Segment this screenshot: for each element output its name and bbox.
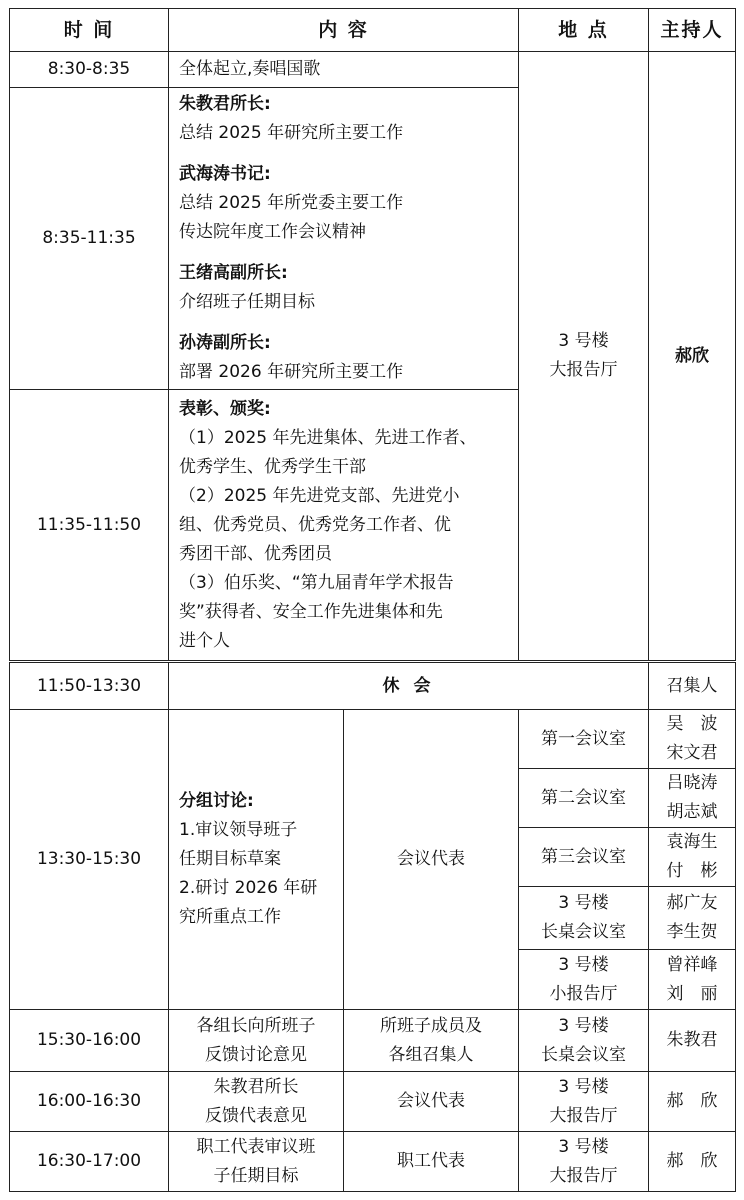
header-row <box>10 9 736 52</box>
attendees-cell: 会议代表 <box>344 1072 519 1132</box>
time-cell: 15:30-16:00 <box>10 1010 169 1072</box>
host-name: 吴 波 <box>666 714 718 734</box>
place-line: 大报告厅 <box>549 360 618 380</box>
content-cell <box>169 710 344 1010</box>
host-name: 宋文君 <box>666 743 718 763</box>
content-line: 反馈讨论意见 <box>205 1044 307 1065</box>
table-row <box>10 1010 736 1072</box>
table-row <box>10 710 736 769</box>
table-row <box>10 1072 736 1132</box>
content-line: 职工代表审议班 <box>196 1136 316 1157</box>
room-cell <box>519 887 649 950</box>
room-cell <box>519 950 649 1010</box>
host-name: 郝广友 <box>666 893 718 913</box>
host-name: 刘 丽 <box>666 983 718 1004</box>
speaker-line: 总结 2025 年研究所主要工作 <box>179 123 404 143</box>
host-name: 曾祥峰 <box>666 954 718 975</box>
time-cell: 8:30-8:35 <box>10 52 169 88</box>
header-time: 时 间 <box>10 9 169 52</box>
host-name: 付 彬 <box>666 861 718 881</box>
table-row <box>10 52 736 88</box>
place-line: 3 号楼 <box>558 1015 609 1036</box>
content-cell: 全体起立,奏唱国歌 <box>169 52 519 88</box>
attendees-cell <box>344 1010 519 1072</box>
time-cell: 8:35-11:35 <box>10 88 169 390</box>
speaker-title: 朱教君所长: <box>179 94 271 114</box>
room-line: 小报告厅 <box>549 983 618 1004</box>
discussion-line: 1.审议领导班子 <box>179 820 298 840</box>
place-line: 大报告厅 <box>549 1105 618 1126</box>
group-host-cell <box>649 887 736 950</box>
time-cell: 16:00-16:30 <box>10 1072 169 1132</box>
host-name: 李生贺 <box>666 922 718 942</box>
group-host-cell <box>649 769 736 828</box>
room-cell: 第二会议室 <box>519 769 649 828</box>
host-cell: 召集人 <box>649 662 736 710</box>
place-cell <box>519 1010 649 1072</box>
time-cell: 13:30-15:30 <box>10 710 169 1010</box>
host-cell: 郝 欣 <box>649 1132 736 1192</box>
host-cell: 郝 欣 <box>649 1072 736 1132</box>
morning-place-cell <box>519 52 649 662</box>
host-name: 吕晓涛 <box>666 773 718 793</box>
speaker-title: 武海涛书记: <box>179 164 271 184</box>
award-line: （1）2025 年先进集体、先进工作者、 <box>179 427 477 448</box>
header-place: 地 点 <box>519 9 649 52</box>
room-cell: 第三会议室 <box>519 828 649 887</box>
award-title: 表彰、颁奖: <box>179 398 271 419</box>
room-cell: 第一会议室 <box>519 710 649 769</box>
attendee-line: 所班子成员及 <box>380 1015 482 1036</box>
place-line: 3 号楼 <box>558 1136 609 1157</box>
award-line: 组、优秀党员、优秀党务工作者、优 <box>179 514 451 535</box>
award-line: 奖”获得者、安全工作先进集体和先 <box>179 601 443 622</box>
content-line: 朱教君所长 <box>213 1076 299 1097</box>
attendees-cell: 职工代表 <box>344 1132 519 1192</box>
place-cell <box>519 1132 649 1192</box>
attendees-cell: 会议代表 <box>344 710 519 1010</box>
place-line: 3 号楼 <box>558 1076 609 1097</box>
award-line: 优秀学生、优秀学生干部 <box>179 456 366 477</box>
speaker-line: 介绍班子任期目标 <box>179 292 315 312</box>
morning-host-cell: 郝欣 <box>649 52 736 662</box>
content-cell <box>169 88 519 390</box>
room-line: 3 号楼 <box>558 893 609 913</box>
table-row <box>10 662 736 710</box>
room-line: 3 号楼 <box>558 954 609 975</box>
place-line: 长桌会议室 <box>541 1044 626 1065</box>
host-name: 胡志斌 <box>666 802 718 822</box>
award-line: 秀团干部、优秀团员 <box>179 543 332 564</box>
content-line: 反馈代表意见 <box>205 1105 307 1126</box>
discussion-title: 分组讨论: <box>179 791 254 811</box>
content-cell <box>169 1132 344 1192</box>
recess-cell: 休 会 <box>169 662 649 710</box>
speaker-title: 孙涛副所长: <box>179 333 271 353</box>
award-line: （2）2025 年先进党支部、先进党小 <box>179 485 460 506</box>
content-cell <box>169 1072 344 1132</box>
award-line: （3）伯乐奖、“第九届青年学术报告 <box>179 572 454 593</box>
host-name: 袁海生 <box>666 832 718 852</box>
discussion-line: 究所重点工作 <box>179 907 281 927</box>
agenda-table <box>9 8 736 1192</box>
speaker-line: 总结 2025 年所党委主要工作 <box>179 193 404 213</box>
time-cell: 11:50-13:30 <box>10 662 169 710</box>
speaker-title: 王绪高副所长: <box>179 263 288 283</box>
place-line: 3 号楼 <box>558 331 609 351</box>
place-cell <box>519 1072 649 1132</box>
table-row <box>10 1132 736 1192</box>
content-line: 子任期目标 <box>213 1165 299 1186</box>
header-content: 内 容 <box>169 9 519 52</box>
time-cell: 11:35-11:50 <box>10 390 169 662</box>
award-line: 进个人 <box>179 630 230 651</box>
host-cell: 朱教君 <box>649 1010 736 1072</box>
speaker-line: 传达院年度工作会议精神 <box>179 222 366 242</box>
content-line: 各组长向所班子 <box>196 1015 316 1036</box>
place-line: 大报告厅 <box>549 1165 618 1186</box>
group-host-cell <box>649 710 736 769</box>
group-host-cell <box>649 828 736 887</box>
header-host: 主持人 <box>649 9 736 52</box>
discussion-line: 2.研讨 2026 年研 <box>179 878 318 898</box>
attendee-line: 各组召集人 <box>388 1044 474 1065</box>
discussion-line: 任期目标草案 <box>179 849 281 869</box>
content-cell <box>169 1010 344 1072</box>
group-host-cell <box>649 950 736 1010</box>
room-line: 长桌会议室 <box>541 922 626 942</box>
time-cell: 16:30-17:00 <box>10 1132 169 1192</box>
speaker-line: 部署 2026 年研究所主要工作 <box>179 362 404 382</box>
content-cell <box>169 390 519 662</box>
